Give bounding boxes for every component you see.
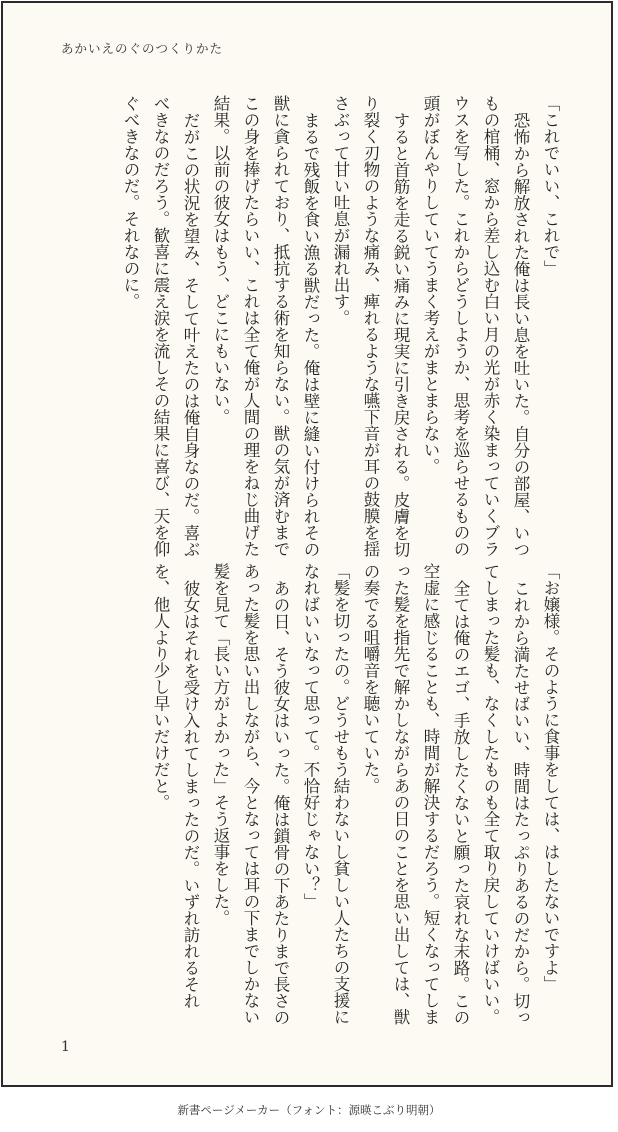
paragraph: だがこの状況を望み、そして叶えたのは俺自身なのだ。喜ぶべきなのだろう。歓喜に震え涙を流しその結果に喜び、天を仰ぐべきなのだ。それなのに。: [121, 95, 200, 557]
paragraph: 「これでいい、これで」: [541, 95, 560, 277]
paragraph: これから満たせばいい、時間はたっぷりあるのだから。切ってしまった髪も、なくしたものも全て取り戻していけばいい。: [481, 563, 530, 1025]
paragraph: 「お嬢様。そのように食事をしては、はしたないですよ」: [541, 563, 560, 992]
paragraph: 彼女はそれを受け入れてしまったのだ。いずれ訪れるそれを、他人より少し早いだけだと。: [151, 563, 200, 1009]
paragraph: 全ては俺のエゴ、手放したくないと願った哀れな末路。この空虚に感じることも、時間が解決するだろう。短くなってしまった髪を指先で解かしながらあの日のことを思い出しては、獣の奏でる咀嚼音を聴いていた。: [361, 563, 470, 1025]
page-number: 1: [61, 1039, 70, 1055]
paragraph: 「髪を切ったの。どうせもう結わないし貧しい人たちの支援になればいいなって思って。不恰好じゃない？」: [301, 563, 350, 1025]
running-title: あかいえのぐのつくりかた: [61, 41, 224, 56]
footer-credit: 新書ページメーカー（フォント：源暎こぶり明朝）: [177, 1103, 441, 1117]
paragraph: すると首筋を走る鋭い痛みに現実に引き戻される。皮膚を切り裂く刃物のような痛み、痺れるような嚥下音が耳の鼓膜を揺さぶって甘い吐息が漏れ出す。: [331, 95, 410, 557]
paragraph: あの日、そう彼女はいった。俺は鎖骨の下あたりまで長さのあった髪を思い出しながら、今となっては耳の下までしかない髪を見て「長い方がよかった」そう返事をした。: [211, 563, 290, 1025]
paragraph: まるで残飯を食い漁る獣だった。俺は壁に縫い付けられその獣に貪られており、抵抗する術を知らない。獣の気が済むまでこの身を捧げたらいい、これは全て俺が人間の理をねじ曲げた結果。以前の彼女はもう、どこにもいない。: [211, 95, 320, 557]
book-page: [1, 1, 613, 1087]
paragraph: 恐怖から解放された俺は長い息を吐いた。自分の部屋、いつもの棺桶、窓から差し込む白い月の光が赤く染まっていくブラウスを写した。これからどうしようか、思考を巡らせるものの頭がぼんやりしていてうまく考えがまとまらない。: [421, 95, 530, 557]
upper-text-column: [35, 95, 565, 565]
lower-text-column: [35, 563, 565, 1033]
